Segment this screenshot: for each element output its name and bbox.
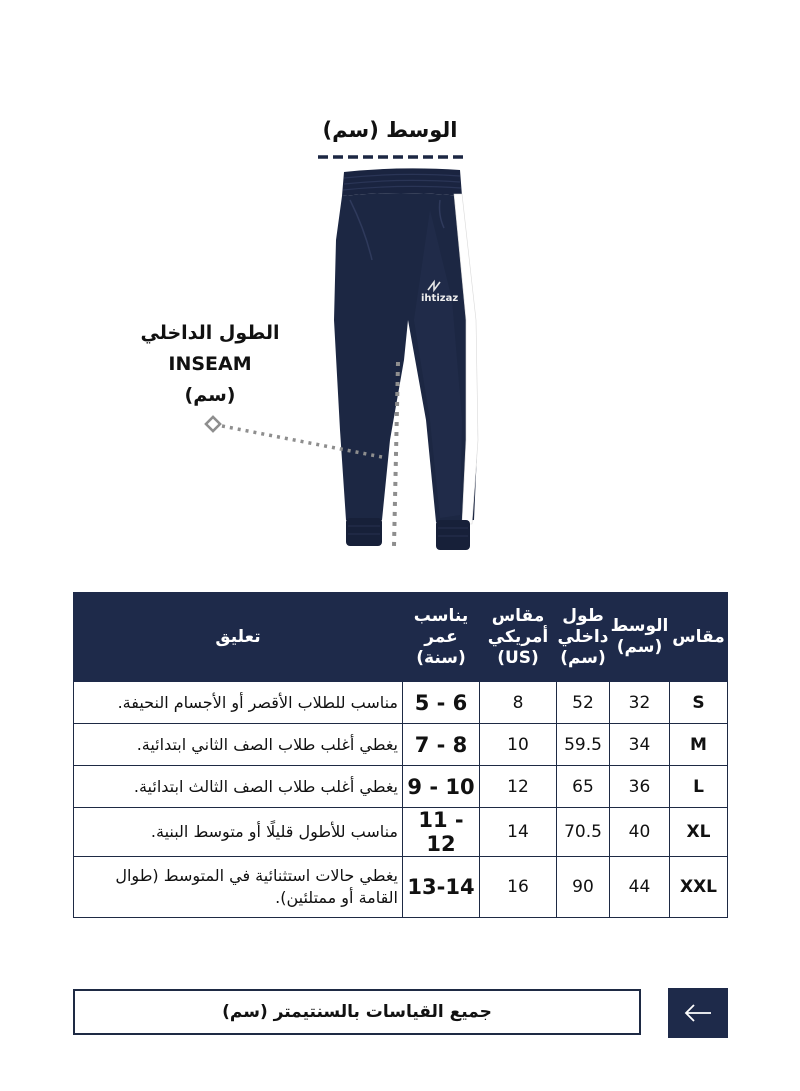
inseam-label-english: INSEAM: [168, 353, 252, 375]
cell-us-size: 12: [480, 766, 557, 808]
cell-size: XL: [670, 808, 728, 857]
table-row: [74, 808, 728, 857]
waist-label: الوسط (سم): [322, 118, 458, 142]
cell-inseam: 70.5: [557, 808, 610, 857]
header-comment: تعليق: [74, 593, 403, 682]
cell-waist: 40: [610, 808, 670, 857]
cell-inseam: 65: [557, 766, 610, 808]
arrow-left-icon: [683, 1003, 713, 1023]
measurement-unit-text: جميع القياسات بالسنتيمتر (سم): [222, 1002, 492, 1022]
svg-text:ihtizaz: ihtizaz: [421, 293, 459, 304]
cell-waist: 34: [610, 724, 670, 766]
cell-us-size: 14: [480, 808, 557, 857]
cell-inseam: 59.5: [557, 724, 610, 766]
cell-size: XXL: [670, 857, 728, 918]
inseam-label-arabic: الطول الداخلي: [140, 322, 280, 344]
cell-waist: 32: [610, 682, 670, 724]
table-row: [74, 857, 728, 918]
table-row: [74, 766, 728, 808]
header-age: يناسب عمر (سنة): [403, 593, 480, 682]
cell-us-size: 16: [480, 857, 557, 918]
cell-waist: 36: [610, 766, 670, 808]
cell-age: 5 - 6: [403, 682, 480, 724]
header-inseam: طول داخلي (سم): [557, 593, 610, 682]
cell-comment: يغطي أغلب طلاب الصف الثاني ابتدائية.: [74, 724, 403, 766]
inseam-label-unit: (سم): [184, 384, 236, 406]
cell-comment: مناسب للأطول قليلًا أو متوسط البنية.: [74, 808, 403, 857]
cell-age: 13-14: [403, 857, 480, 918]
size-chart-table: [73, 592, 728, 918]
cell-inseam: 52: [557, 682, 610, 724]
cell-size: S: [670, 682, 728, 724]
header-size: مقاس: [670, 593, 728, 682]
table-row: [74, 682, 728, 724]
table-row: [74, 724, 728, 766]
cell-comment: مناسب للطلاب الأقصر أو الأجسام النحيفة.: [74, 682, 403, 724]
cell-age: 11 - 12: [403, 808, 480, 857]
pants-illustration: [0, 140, 800, 560]
cell-us-size: 8: [480, 682, 557, 724]
inseam-pointer-marker: [206, 417, 220, 431]
measurement-unit-note: [73, 989, 641, 1035]
cell-comment: يغطي حالات استثنائية في المتوسط (طوال القامة أو ممتلئين).: [74, 857, 403, 918]
cell-inseam: 90: [557, 857, 610, 918]
back-button[interactable]: [668, 988, 728, 1038]
cell-size: M: [670, 724, 728, 766]
cell-age: 7 - 8: [403, 724, 480, 766]
jogger-pants-image: [334, 168, 478, 550]
cell-us-size: 10: [480, 724, 557, 766]
table-header-row: [74, 593, 728, 682]
cell-age: 9 - 10: [403, 766, 480, 808]
cell-comment: يغطي أغلب طلاب الصف الثالث ابتدائية.: [74, 766, 403, 808]
cell-size: L: [670, 766, 728, 808]
header-waist: الوسط (سم): [610, 593, 670, 682]
cell-waist: 44: [610, 857, 670, 918]
header-us-size: مقاس أمريكي (US): [480, 593, 557, 682]
